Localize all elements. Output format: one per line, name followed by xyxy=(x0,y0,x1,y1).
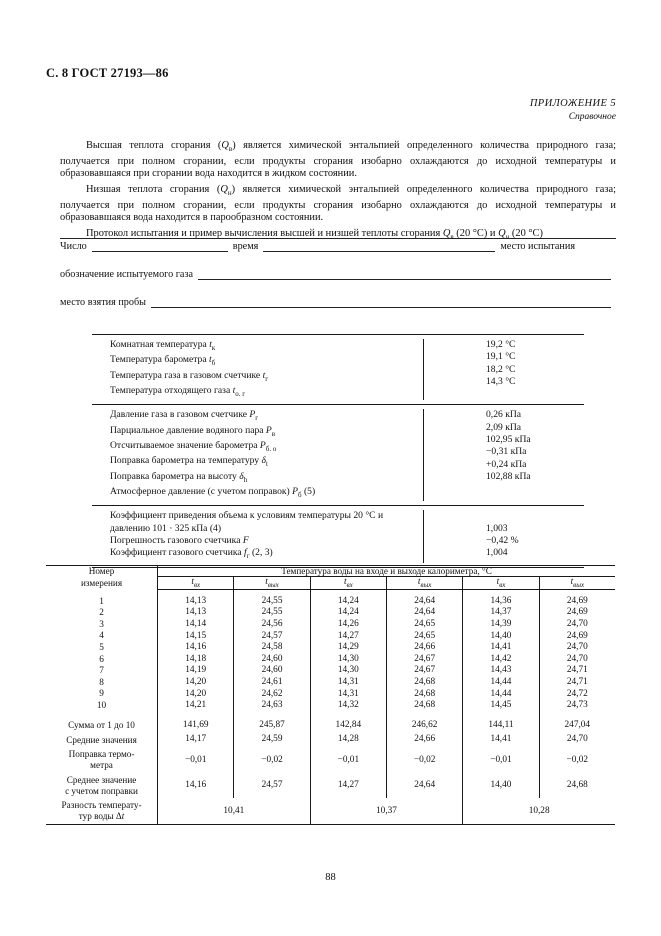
table-row xyxy=(46,689,615,701)
divider-rule xyxy=(60,238,616,239)
subheader-subscript: вых xyxy=(267,580,279,589)
summary-row xyxy=(46,732,615,747)
measurement-value: 14,26 xyxy=(310,619,386,631)
parameter-label-text: Температура отходящего газа xyxy=(110,384,233,396)
measurement-value: 24,58 xyxy=(234,642,310,654)
measurement-value: 24,69 xyxy=(566,607,588,618)
parameter-symbol: δ xyxy=(261,455,266,467)
delta-label-line-1: Разность температу- xyxy=(61,800,142,811)
parameter-group xyxy=(92,404,584,505)
table-row xyxy=(46,654,615,666)
measurement-value: 24,68 xyxy=(387,700,463,712)
measurement-number: 6 xyxy=(46,654,158,666)
measurement-value: 24,60 xyxy=(234,654,310,666)
summary-value: 245,87 xyxy=(234,718,310,733)
input-time[interactable] xyxy=(263,242,495,252)
parameter-label-text: Погрешность газового счетчика xyxy=(110,534,243,546)
table-row xyxy=(46,700,615,712)
measurement-value: 24,60 xyxy=(234,665,310,677)
blank-row-sampling-place xyxy=(60,297,616,308)
measurement-value: 14,16 xyxy=(158,642,234,654)
measurement-value: 24,71 xyxy=(566,677,588,688)
symbol-q-low-sub: н xyxy=(227,188,232,197)
summary-label-line: метра xyxy=(90,760,113,771)
measurement-value: 24,66 xyxy=(387,642,463,654)
measurement-value: 14,43 xyxy=(463,665,539,677)
parameter-value: −0,42 % xyxy=(486,534,519,546)
footer-page-number: 88 xyxy=(325,872,336,883)
summary-value: 142,84 xyxy=(310,718,386,733)
measurement-number: 7 xyxy=(46,665,158,677)
measurement-value: 24,55 xyxy=(234,607,310,619)
measurement-number: 8 xyxy=(46,677,158,689)
appendix-block xyxy=(530,97,616,124)
summary-value: 144,11 xyxy=(463,718,539,733)
subheader-symbol: t xyxy=(496,577,500,587)
measurement-value: 14,30 xyxy=(310,654,386,666)
parameter-label-text: Поправка барометра на температуру xyxy=(110,455,262,467)
label-sampling-place: место взятия пробы xyxy=(60,297,147,308)
measurement-value: 14,24 xyxy=(310,596,386,608)
symbol-q-low-2-sub: н xyxy=(505,232,510,241)
p2-lead: Низшая теплота сгорания ( xyxy=(86,183,221,195)
measurement-value: 24,64 xyxy=(387,596,463,608)
parameter-symbol: P xyxy=(292,485,299,497)
summary-value: −0,02 xyxy=(387,747,463,773)
label-date: Число xyxy=(60,241,87,252)
delta-label xyxy=(46,798,158,824)
delta-value: 10,28 xyxy=(463,798,615,824)
column-header-line-2: измерения xyxy=(81,577,123,588)
measurement-value: 24,67 xyxy=(387,654,463,666)
table-row xyxy=(46,607,615,619)
parameter-label-text: Отсчитываемое значение барометра xyxy=(110,439,260,451)
measurement-value: 14,42 xyxy=(463,654,539,666)
blank-row-date-time-place xyxy=(60,241,616,252)
parameter-label xyxy=(110,385,423,400)
symbol-q-high-2: Q xyxy=(442,227,451,239)
measurements-table xyxy=(46,565,615,825)
standard-number: ГОСТ 27193—86 xyxy=(71,66,169,80)
summary-label-line: Поправка термо- xyxy=(68,749,135,759)
delta-label-line-2: тур воды Δt xyxy=(78,811,125,822)
symbol-q-high-2-sub: в xyxy=(450,232,454,241)
measurement-value: 14,44 xyxy=(463,677,539,689)
parameter-value: 102,95 кПа xyxy=(486,434,531,446)
measurement-value: 14,27 xyxy=(310,631,386,643)
parameter-label-text: Поправка барометра на высоту xyxy=(110,470,240,482)
parameter-symbol: t xyxy=(232,384,236,396)
summary-value: −0,02 xyxy=(566,754,589,765)
p1-rest: ) является химической энтальпией определенного количества природного газа; получается при полном сгорании, если продукты сгорания изобарно охлаждаются до исходной температуры и образовавшаяся при сгорании вода находится в жидком состоянии. xyxy=(60,140,616,180)
summary-value: 24,59 xyxy=(234,732,310,747)
table-row xyxy=(46,596,615,608)
subheader-subscript: вых xyxy=(420,580,432,589)
measurement-value: 24,62 xyxy=(234,689,310,701)
parameter-symbol: P xyxy=(249,409,256,421)
summary-row xyxy=(46,718,615,733)
summary-value: −0,02 xyxy=(234,747,310,773)
measurement-value: 14,13 xyxy=(158,596,234,608)
measurement-number: 1 xyxy=(46,596,158,608)
measurement-value: 24,65 xyxy=(387,619,463,631)
p3-mid: (20 °С) и xyxy=(453,227,499,239)
measurement-value: 24,67 xyxy=(387,665,463,677)
subheader-symbol: t xyxy=(191,577,194,587)
summary-value: 14,41 xyxy=(463,732,539,747)
summary-value: 24,57 xyxy=(234,773,310,799)
subheader-symbol: t xyxy=(570,577,574,587)
measurement-value: 14,39 xyxy=(463,619,539,631)
measurement-value: 24,55 xyxy=(234,596,310,608)
measurement-value: 24,73 xyxy=(566,700,588,711)
measurement-value: 14,45 xyxy=(463,700,539,712)
measurement-value: 24,57 xyxy=(234,631,310,643)
measurement-value: 14,15 xyxy=(158,631,234,643)
summary-row xyxy=(46,747,615,773)
parameter-symbol: f xyxy=(244,547,247,559)
subheader-symbol: t xyxy=(265,577,268,587)
parameter-value: 2,09 кПа xyxy=(486,421,522,433)
parameter-labels xyxy=(92,510,424,563)
p3-end: (20 °С) xyxy=(509,227,543,239)
measurement-number: 9 xyxy=(46,689,158,701)
blank-row-gas-designation xyxy=(60,269,616,280)
p1-lead: Высшая теплота сгорания ( xyxy=(86,140,222,151)
subheader-subscript: вх xyxy=(193,580,201,589)
parameter-symbol-subscript: г xyxy=(246,552,250,561)
summary-value: 14,28 xyxy=(310,732,386,747)
delta-row xyxy=(46,798,615,824)
measurement-value: 24,65 xyxy=(387,631,463,643)
p2-rest: ) является химической энтальпией определенного количества природного газа; получается при полном сгорании, если продукты сгорания изобарно охлаждаются до исходной температуры и образовавшаяся вода находится в парообразном состоянии. xyxy=(60,183,616,224)
summary-value: −0,01 xyxy=(310,747,386,773)
measurement-value: 14,24 xyxy=(310,607,386,619)
summary-value: 24,70 xyxy=(566,734,588,745)
parameter-group xyxy=(92,505,584,567)
parameter-labels xyxy=(92,339,424,400)
summary-label xyxy=(46,718,158,733)
delta-value: 10,41 xyxy=(158,798,311,824)
summary-value: 24,66 xyxy=(387,732,463,747)
parameter-symbol-subscript: г xyxy=(265,374,269,383)
measurement-number: 5 xyxy=(46,642,158,654)
measurement-value: 14,31 xyxy=(310,677,386,689)
measurement-value: 14,36 xyxy=(463,596,539,608)
table-row xyxy=(46,677,615,689)
parameter-label xyxy=(110,409,423,424)
measurement-number: 4 xyxy=(46,631,158,643)
parameter-value: +0,24 кПа xyxy=(486,458,527,470)
column-subheader-вых-5 xyxy=(539,577,615,590)
parameter-label-text: Парциальное давление водяного пара xyxy=(110,424,266,436)
p3-lead: Протокол испытания и пример вычисления высшей и низшей теплоты сгорания xyxy=(86,227,443,239)
summary-row xyxy=(46,773,615,799)
parameter-value: 1,004 xyxy=(486,547,508,559)
measurement-value: 14,30 xyxy=(310,665,386,677)
measurement-value: 14,32 xyxy=(310,700,386,712)
table-row xyxy=(46,631,615,643)
summary-label-line: Сумма от 1 до 10 xyxy=(68,719,135,730)
symbol-q-low: Q xyxy=(220,183,228,195)
parameter-value: 102,88 кПа xyxy=(486,471,531,483)
subheader-symbol: t xyxy=(417,577,421,587)
symbol-q-high: Q xyxy=(221,140,229,151)
measurement-number: 3 xyxy=(46,619,158,631)
measurement-value: 24,70 xyxy=(566,642,588,653)
input-date[interactable] xyxy=(92,242,228,252)
symbol-q-high-sub: в xyxy=(228,145,233,154)
parameter-symbol: F xyxy=(242,534,249,546)
summary-label-line: Средние значения xyxy=(66,734,137,745)
parameter-symbol-subscript: h xyxy=(243,475,248,484)
parameter-label-tail: (5) xyxy=(301,485,316,497)
parameter-label xyxy=(110,547,423,562)
table-row xyxy=(46,619,615,631)
parameter-label xyxy=(110,471,423,486)
column-subheader-вых-1 xyxy=(234,577,310,590)
measurement-value: 24,63 xyxy=(234,700,310,712)
measurement-value: 14,19 xyxy=(158,665,234,677)
measurement-value: 24,56 xyxy=(234,619,310,631)
column-header-water-temperature: Температура воды на входе и выходе калориметра, °С xyxy=(158,566,615,577)
summary-value: 246,62 xyxy=(387,718,463,733)
label-gas-designation: обозначение испытуемого газа xyxy=(60,269,193,280)
summary-label xyxy=(46,732,158,747)
measurement-value: 14,14 xyxy=(158,619,234,631)
parameter-values xyxy=(424,510,584,563)
appendix-title: ПРИЛОЖЕНИЕ 5 xyxy=(529,98,616,109)
subheader-symbol: t xyxy=(343,577,347,587)
column-header-line-1: Номер xyxy=(88,566,115,577)
parameter-label-text: Комнатная температура xyxy=(110,339,210,350)
parameter-symbol-subscript: о. г xyxy=(235,389,246,398)
symbol-q-low-2: Q xyxy=(498,227,506,239)
paragraph-low-heat xyxy=(60,184,616,225)
parameter-label xyxy=(110,455,423,470)
parameter-values xyxy=(424,409,584,501)
measurement-value: 24,61 xyxy=(234,677,310,689)
running-header xyxy=(46,66,169,81)
parameter-symbol-subscript: б xyxy=(211,359,216,368)
measurement-value: 14,18 xyxy=(158,654,234,666)
parameter-symbol-subscript: б. о xyxy=(265,444,277,453)
table-row xyxy=(46,642,615,654)
parameter-value: 19,2 °С xyxy=(486,339,516,350)
measurement-value: 14,37 xyxy=(463,607,539,619)
measurement-value: 14,31 xyxy=(310,689,386,701)
column-subheader-вх-0 xyxy=(158,577,234,590)
parameters-table xyxy=(92,334,584,568)
column-subheader-вых-3 xyxy=(387,577,463,590)
column-subheader-вх-2 xyxy=(310,577,386,590)
label-time: время xyxy=(232,241,259,252)
appendix-subtitle: Справочное xyxy=(568,112,616,123)
parameter-values xyxy=(424,339,584,400)
summary-value: 247,04 xyxy=(564,719,591,730)
summary-value: 141,69 xyxy=(158,718,234,733)
summary-value: 14,16 xyxy=(158,773,234,799)
summary-label-line: с учетом поправки xyxy=(65,785,138,796)
parameter-label xyxy=(110,510,423,535)
input-gas-designation[interactable] xyxy=(198,270,611,280)
summary-label xyxy=(46,747,158,773)
measurement-value: 24,64 xyxy=(387,607,463,619)
subheader-subscript: вх xyxy=(346,580,353,589)
parameter-symbol-subscript: t xyxy=(265,460,268,469)
paragraph-high-heat xyxy=(60,140,616,181)
parameter-value: 14,3 °С xyxy=(486,376,516,388)
column-header-measurement-number xyxy=(46,566,158,590)
measurement-value: 14,21 xyxy=(158,700,234,712)
parameter-value: −0,31 кПа xyxy=(486,446,527,458)
parameter-symbol-subscript: к xyxy=(211,343,216,352)
parameter-label-text: Температура газа в газовом счетчике xyxy=(110,369,263,381)
summary-label-line: Среднее значение xyxy=(66,774,137,785)
parameter-label xyxy=(110,535,423,547)
summary-value: 14,27 xyxy=(310,773,386,799)
parameter-label xyxy=(110,440,423,455)
measurement-value: 14,44 xyxy=(463,689,539,701)
measurement-value: 24,70 xyxy=(566,619,588,630)
summary-value: 24,64 xyxy=(387,773,463,799)
parameter-symbol: t xyxy=(209,339,212,350)
column-subheader-вх-4 xyxy=(463,577,539,590)
measurement-value: 24,69 xyxy=(566,595,588,606)
parameter-symbol: δ xyxy=(239,470,244,482)
measurement-value: 24,68 xyxy=(387,677,463,689)
table-row xyxy=(46,665,615,677)
parameter-value: 1,003 xyxy=(486,522,508,534)
page-footer xyxy=(0,872,661,883)
parameter-symbol: t xyxy=(262,369,266,381)
parameter-label-text: Коэффициент приведения объема к условиям температуры 20 °С и давлению 101 · 325 кПа (4) xyxy=(110,510,384,534)
summary-value: 14,17 xyxy=(158,732,234,747)
parameter-labels xyxy=(92,409,424,501)
parameter-label xyxy=(110,339,423,354)
parameter-label-text: Атмосферное давление (с учетом поправок) xyxy=(110,485,293,497)
parameter-value: 19,1 °С xyxy=(486,351,516,363)
delta-value: 10,37 xyxy=(310,798,463,824)
parameter-label-text: Давление газа в газовом счетчике xyxy=(110,409,250,421)
measurement-value: 24,68 xyxy=(387,689,463,701)
parameter-symbol-subscript: б xyxy=(298,490,302,499)
parameter-value: 0,26 кПа xyxy=(486,409,522,421)
measurement-value: 14,20 xyxy=(158,677,234,689)
summary-value: −0,01 xyxy=(158,747,234,773)
summary-label xyxy=(46,773,158,799)
parameter-symbol: t xyxy=(208,354,212,366)
measurement-number: 2 xyxy=(46,607,158,619)
table-header-row xyxy=(46,566,615,577)
parameter-symbol-subscript: г xyxy=(255,414,259,423)
measurement-value: 24,70 xyxy=(566,653,588,664)
parameter-label-text: Температура барометра xyxy=(110,354,209,366)
body-text xyxy=(60,140,616,243)
summary-value: −0,01 xyxy=(463,747,539,773)
measurement-value: 14,41 xyxy=(463,642,539,654)
measurement-value: 24,69 xyxy=(566,630,588,641)
page-label: С. 8 xyxy=(46,66,69,80)
measurement-value: 14,13 xyxy=(158,607,234,619)
summary-value: 14,40 xyxy=(463,773,539,799)
measurement-value: 14,40 xyxy=(463,631,539,643)
parameter-label xyxy=(110,354,423,369)
input-sampling-place[interactable] xyxy=(151,298,611,308)
parameter-label xyxy=(110,425,423,440)
parameter-symbol-subscript: в xyxy=(271,429,276,438)
label-test-place: место испытания xyxy=(500,241,576,252)
measurement-value: 24,72 xyxy=(566,688,588,699)
parameter-label-tail: (2, 3) xyxy=(249,547,273,559)
measurement-value: 14,20 xyxy=(158,689,234,701)
subheader-subscript: вых xyxy=(573,580,585,589)
parameter-value: 18,2 °С xyxy=(486,363,516,375)
value-spacer xyxy=(486,510,584,522)
subheader-subscript: вх xyxy=(499,580,506,589)
parameter-symbol: P xyxy=(265,424,272,436)
fill-in-form xyxy=(60,241,616,325)
measurement-value: 24,71 xyxy=(566,665,588,676)
parameter-label xyxy=(110,370,423,385)
parameter-group xyxy=(92,335,584,404)
measurement-number: 10 xyxy=(46,700,158,712)
parameter-label xyxy=(110,486,423,501)
summary-value: 24,68 xyxy=(566,780,588,791)
measurement-value: 14,29 xyxy=(310,642,386,654)
parameter-label-text: Коэффициент газового счетчика xyxy=(110,547,245,559)
parameter-symbol: P xyxy=(259,439,266,451)
